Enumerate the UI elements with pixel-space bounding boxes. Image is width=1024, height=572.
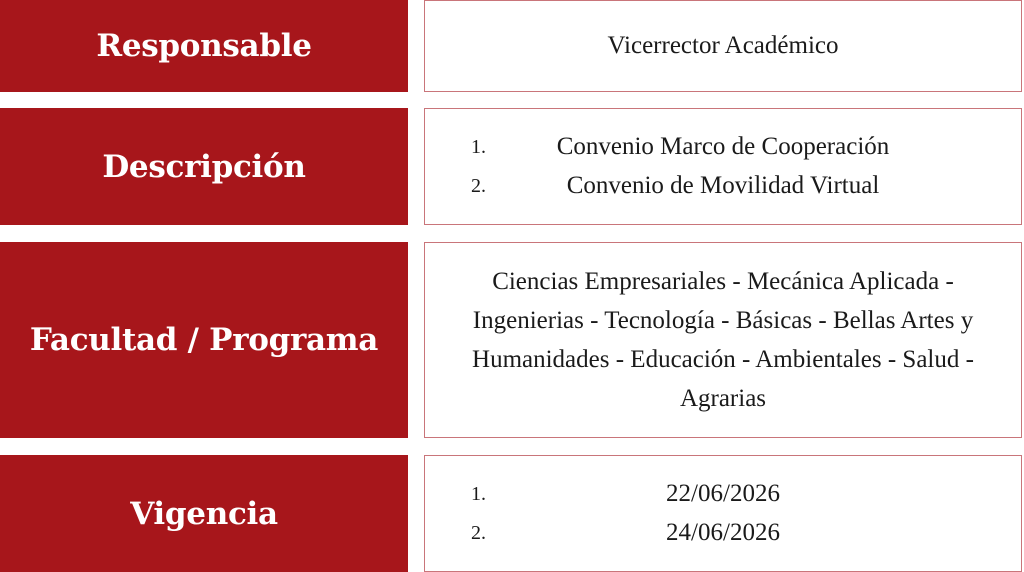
descripcion-list — [425, 128, 1021, 206]
list-item-number: 2. — [471, 174, 486, 197]
list-item-text: 24/06/2026 — [666, 519, 780, 546]
facultad-value: Ciencias Empresariales - Mecánica Aplicada - Ingenierias - Tecnología - Básicas - Bellas Artes y Humanidades - Educación - Ambientales - Salud - Agrarias — [472, 268, 974, 412]
vigencia-value-box — [424, 455, 1022, 572]
facultad-label: Facultad / Programa — [0, 242, 408, 438]
responsable-value: Vicerrector Académico — [607, 32, 839, 59]
list-item — [441, 128, 1005, 167]
list-item-number: 1. — [471, 482, 486, 505]
list-item — [441, 475, 1005, 514]
vigencia-list — [425, 475, 1021, 553]
list-item-text: Convenio Marco de Cooperación — [556, 133, 890, 160]
vigencia-label: Vigencia — [0, 455, 408, 572]
facultad-value-box — [424, 242, 1022, 438]
list-item — [441, 167, 1005, 206]
responsable-value-box — [424, 0, 1022, 92]
descripcion-label: Descripción — [0, 108, 408, 225]
list-item-text: Convenio de Movilidad Virtual — [566, 172, 880, 199]
responsable-label: Responsable — [0, 0, 408, 92]
list-item-number: 1. — [471, 135, 486, 158]
descripcion-value-box — [424, 108, 1022, 225]
list-item-text: 22/06/2026 — [666, 480, 780, 507]
list-item-number: 2. — [471, 521, 486, 544]
list-item — [441, 514, 1005, 553]
